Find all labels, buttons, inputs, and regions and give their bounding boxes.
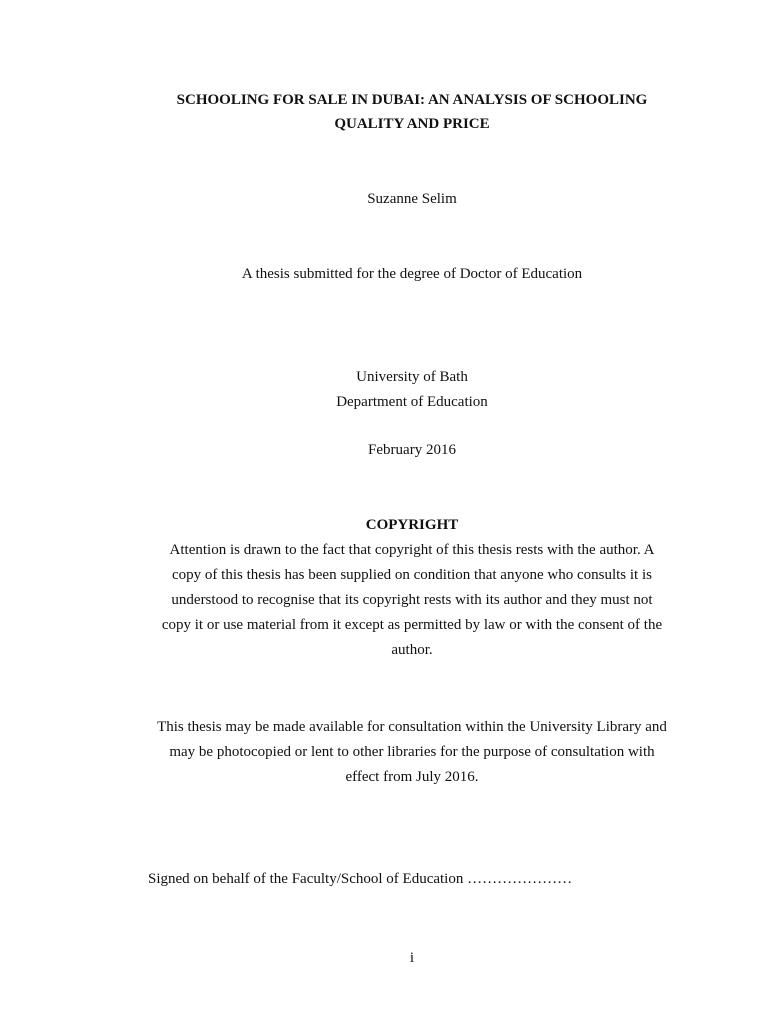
availability-line: This thesis may be made available for consultation within the University Library and xyxy=(157,719,667,735)
copyright-line: Attention is drawn to the fact that copyright of this thesis rests with the author. A xyxy=(169,542,655,558)
page-number: i xyxy=(409,950,415,966)
degree-statement: A thesis submitted for the degree of Doctor of Education xyxy=(241,266,583,282)
author-name: Suzanne Selim xyxy=(367,191,457,207)
copyright-line: understood to recognise that its copyright rests with its author and they must not xyxy=(171,592,653,608)
institution xyxy=(0,365,768,415)
thesis-title xyxy=(0,88,768,136)
copyright-line: copy it or use material from it except as permitted by law or with the consent of the xyxy=(161,617,663,633)
copyright-heading: COPYRIGHT xyxy=(365,517,459,533)
thesis-title-line-2: QUALITY AND PRICE xyxy=(334,116,490,132)
copyright-line: copy of this thesis has been supplied on condition that anyone who consults it is xyxy=(172,567,652,583)
copyright-line: author. xyxy=(391,642,433,658)
copyright-paragraph xyxy=(0,538,768,663)
availability-paragraph xyxy=(0,715,768,790)
availability-line: may be photocopied or lent to other libraries for the purpose of consultation with xyxy=(169,744,655,760)
availability-line: effect from July 2016. xyxy=(345,769,479,785)
signature-line: Signed on behalf of the Faculty/School of Education ………………… xyxy=(148,871,573,887)
university-name: University of Bath xyxy=(356,369,468,385)
department-name: Department of Education xyxy=(336,394,488,410)
thesis-title-line-1: SCHOOLING FOR SALE IN DUBAI: AN ANALYSIS OF SCHOOLING xyxy=(176,92,648,108)
submission-date: February 2016 xyxy=(368,442,456,458)
